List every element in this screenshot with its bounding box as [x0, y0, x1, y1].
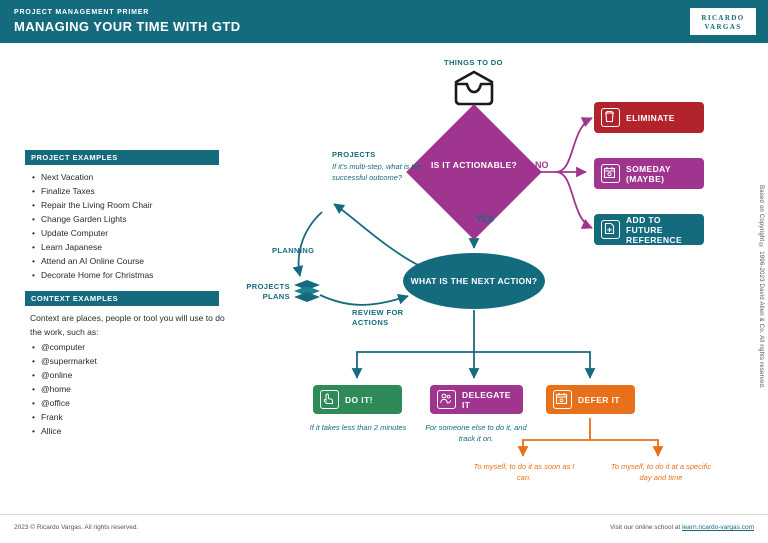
- side-copyright: Based on Copyright © 1996-2023 David Allen & Co. All rights reserved.: [758, 185, 764, 389]
- footer-copyright: 2023 © Ricardo Vargas. All rights reserved.: [14, 524, 139, 531]
- list-item: • @online: [41, 368, 230, 382]
- logo-line-2: VARGAS: [704, 23, 742, 31]
- list-item: • Repair the Living Room Chair: [41, 198, 230, 212]
- list-item: • @office: [41, 396, 230, 410]
- header-kicker: PROJECT MANAGEMENT PRIMER: [14, 9, 150, 16]
- people-icon: [437, 390, 456, 409]
- list-item: • @supermarket: [41, 354, 230, 368]
- project-examples-heading: PROJECT EXAMPLES: [25, 150, 219, 165]
- node-eliminate-label: ELIMINATE: [626, 112, 675, 123]
- calendar-clock-icon: [601, 164, 620, 183]
- context-intro-text: Context are places, people or tool you will use to do the work, such as:: [30, 313, 225, 337]
- list-item: • Allice: [41, 424, 230, 438]
- list-item: • Change Garden Lights: [41, 212, 230, 226]
- things-to-do-label: THINGS TO DO: [444, 58, 503, 67]
- review-for-actions-label: REVIEW FOR ACTIONS: [352, 308, 404, 327]
- node-delegate-it-label: DELEGATE IT: [462, 389, 511, 410]
- note-do-it: If it takes less than 2 minutes: [309, 423, 407, 432]
- footer-school-link[interactable]: learn.ricardo-vargas.com: [682, 524, 754, 531]
- list-item: • Frank: [41, 410, 230, 424]
- node-future-reference-label: ADD TO FUTURE REFERENCE: [626, 214, 683, 245]
- footer-visit: [610, 524, 754, 531]
- list-item: • @home: [41, 382, 230, 396]
- list-item: • Next Vacation: [41, 170, 230, 184]
- stacked-plans-icon: [293, 279, 325, 305]
- note-delegate: For someone else to do it, and track it on.: [425, 423, 527, 443]
- hand-pointer-icon: [320, 390, 339, 409]
- projects-label: PROJECTS: [332, 150, 376, 159]
- context-examples-heading: CONTEXT EXAMPLES: [25, 291, 219, 306]
- file-plus-icon: [601, 220, 620, 239]
- no-branch-label: NO: [535, 160, 549, 170]
- projects-plans-label: PROJECTS PLANS: [246, 282, 290, 301]
- footer-visit-prefix: Visit our online school at: [609, 524, 683, 531]
- note-defer-right: To myself, to do it at a specific day and time: [610, 462, 712, 482]
- decision-label: IS IT ACTIONABLE?: [430, 160, 517, 170]
- logo-line-1: RICARDO: [701, 14, 745, 22]
- projects-note: If it's multi-step, what is the successful outcome?: [332, 162, 422, 182]
- node-someday-label: SOMEDAY (MAYBE): [626, 163, 671, 184]
- node-do-it-label: DO IT!: [345, 394, 373, 405]
- node-do-it[interactable]: [313, 385, 402, 414]
- calendar-icon: [553, 390, 572, 409]
- list-item: • @computer: [41, 340, 230, 354]
- yes-branch-label: YES: [476, 214, 495, 224]
- page-title: MANAGING YOUR TIME WITH GTD: [14, 19, 241, 34]
- node-next-action: [403, 253, 545, 309]
- list-item: • Finalize Taxes: [41, 184, 230, 198]
- list-item: • Decorate Home for Christmas: [41, 268, 230, 282]
- planning-label: PLANNING: [272, 246, 315, 255]
- node-someday[interactable]: [594, 158, 704, 189]
- node-defer-it-label: DEFER IT: [578, 394, 620, 405]
- node-defer-it[interactable]: [546, 385, 635, 414]
- list-item: • Update Computer: [41, 226, 230, 240]
- note-defer-left: To myself, to do it as soon as I can.: [473, 462, 575, 482]
- node-next-action-label: WHAT IS THE NEXT ACTION?: [410, 275, 538, 286]
- node-eliminate[interactable]: [594, 102, 704, 133]
- list-item: • Attend an AI Online Course: [41, 254, 230, 268]
- node-delegate-it[interactable]: [430, 385, 523, 414]
- trash-icon: [601, 108, 620, 127]
- inbox-icon: [452, 68, 497, 108]
- list-item: • Learn Japanese: [41, 240, 230, 254]
- node-future-reference[interactable]: [594, 214, 704, 245]
- page-footer: [0, 514, 768, 543]
